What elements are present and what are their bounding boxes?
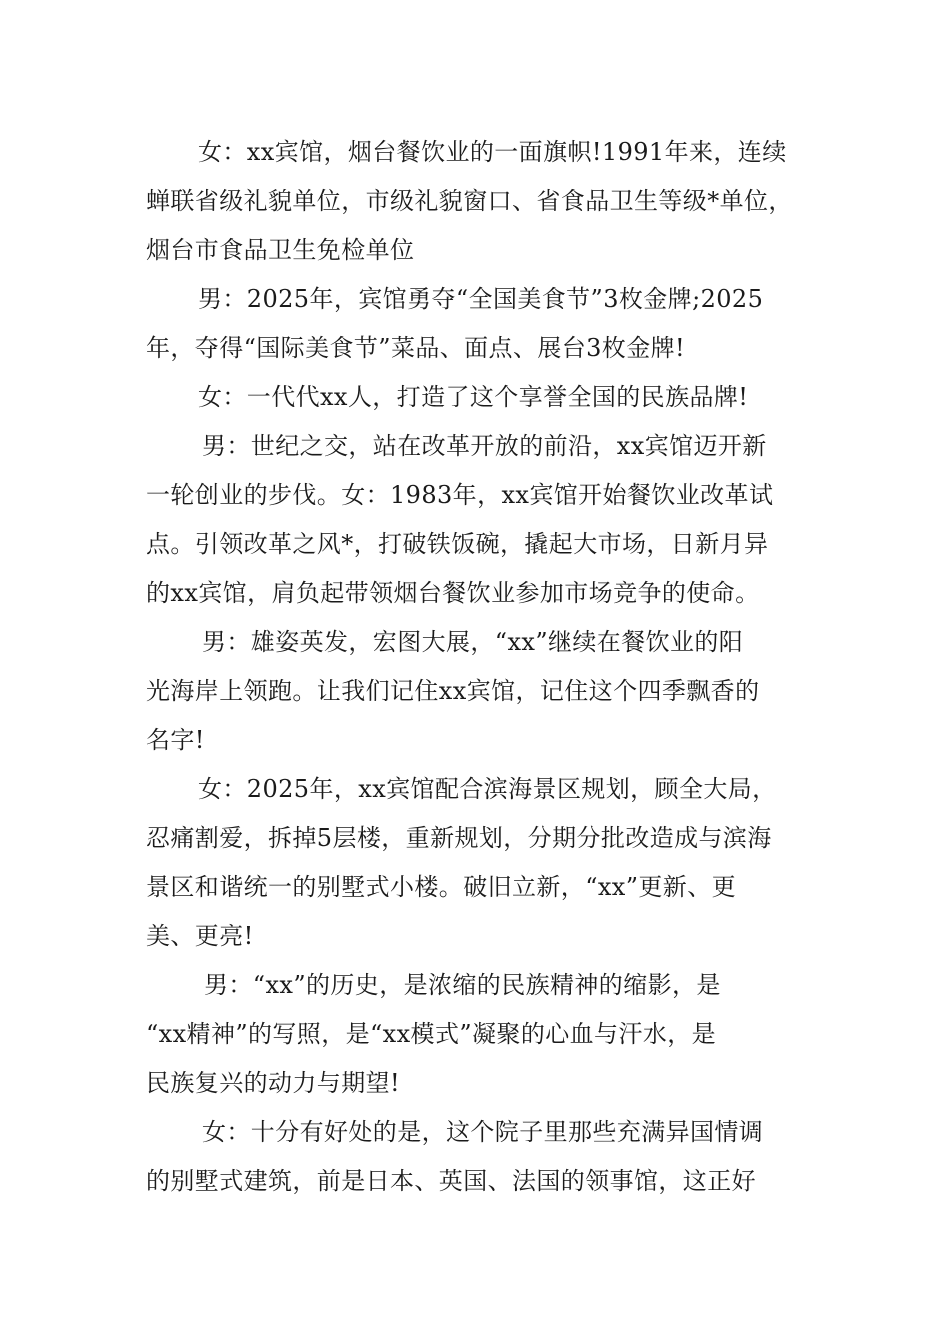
text-line: 女：十分有好处的是，这个院子里那些充满异国情调 — [202, 1118, 764, 1146]
text-line: 女：2025年，xx宾馆配合滨海景区规划，顾全大局， — [198, 775, 777, 803]
text-line: 的别墅式建筑，前是日本、英国、法国的领事馆，这正好 — [146, 1167, 756, 1195]
text-line: 美、更亮! — [146, 922, 254, 950]
text-line: 烟台市食品卫生免检单位 — [146, 236, 415, 264]
text-line: “xx精神”的写照，是“xx模式”凝聚的心血与汗水，是 — [146, 1020, 717, 1048]
text-line: 名字! — [146, 726, 205, 754]
text-line: 景区和谐统一的别墅式小楼。破旧立新，“xx”更新、更 — [146, 873, 737, 901]
paragraph-3 — [146, 373, 814, 422]
text-line: 男：“xx”的历史，是浓缩的民族精神的缩影，是 — [204, 971, 721, 999]
document-body — [146, 128, 814, 1206]
text-line: 一轮创业的步伐。女：1983年，xx宾馆开始餐饮业改革试 — [146, 481, 774, 509]
text-line: 男：世纪之交，站在改革开放的前沿，xx宾馆迈开新 — [202, 432, 767, 460]
paragraph-5 — [146, 618, 814, 765]
paragraph-8 — [146, 1108, 814, 1206]
paragraph-2 — [146, 275, 814, 373]
text-line: 女：xx宾馆，烟台餐饮业的一面旗帜!1991年来，连续 — [198, 138, 787, 166]
text-line: 民族复兴的动力与期望! — [146, 1069, 401, 1097]
text-line: 的xx宾馆，肩负起带领烟台餐饮业参加市场竞争的使命。 — [146, 579, 760, 607]
paragraph-1 — [146, 128, 814, 275]
text-line: 年，夺得“国际美食节”菜品、面点、展台3枚金牌! — [146, 334, 686, 362]
paragraph-6 — [146, 765, 814, 961]
text-line: 男：2025年，宾馆勇夺“全国美食节”3枚金牌;2025 — [198, 285, 764, 313]
paragraph-4 — [146, 422, 814, 618]
text-line: 女：一代代xx人，打造了这个享誉全国的民族品牌! — [198, 383, 749, 411]
text-line: 忍痛割爱，拆掉5层楼，重新规划，分期分批改造成与滨海 — [146, 824, 772, 852]
paragraph-7 — [146, 961, 814, 1108]
text-line: 蝉联省级礼貌单位，市级礼貌窗口、省食品卫生等级*单位， — [146, 187, 793, 215]
text-line: 点。引领改革之风*，打破铁饭碗，撬起大市场，日新月异 — [146, 530, 769, 558]
text-line: 光海岸上领跑。让我们记住xx宾馆，记住这个四季飘香的 — [146, 677, 760, 705]
text-line: 男：雄姿英发，宏图大展，“xx”继续在餐饮业的阳 — [202, 628, 744, 656]
